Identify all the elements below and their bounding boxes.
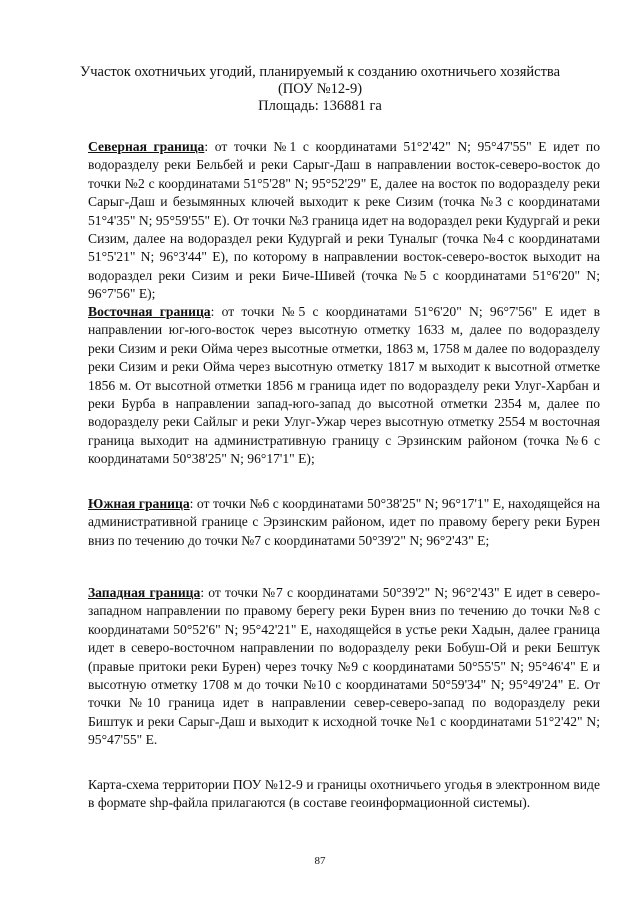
east-boundary-text: : от точки №5 с координатами 51°6'20" N; 96°7'56" E идет в направлении юг-юго-восток через высотную отметку 1633 м, далее по водоразделу реки Сизим и реки Ойма через высотные отметки, 1863 м, 1758 м далее по водоразделу реки Сизим и реки Ойма через высотную отметку 1817 м выходит к высотной отметке 1856 м. От высотной отметки 1856 м граница идет по водоразделу реки Улуг-Харбан и реки Бурба в направлении запад-юго-запад до высотной отметки 2354 м, далее по водоразделу реки Сайлыг и реки Улуг-Ужар через высотную отметку 2554 м восточная граница выходит на административную границу с Эрзинским районом (точка №6 с координатами 50°38'25" N; 96°17'1" E); bbox=[88, 304, 600, 467]
south-boundary-heading: Южная граница bbox=[88, 496, 190, 511]
document-title: Участок охотничьих угодий, планируемый к созданию охотничьего хозяйства bbox=[79, 64, 561, 80]
page-number: 87 bbox=[314, 855, 326, 867]
area-value: Площадь: 136881 га bbox=[258, 98, 382, 114]
east-boundary-heading: Восточная граница bbox=[88, 304, 211, 319]
north-boundary-paragraph bbox=[88, 138, 600, 304]
east-boundary-paragraph bbox=[88, 303, 600, 469]
west-boundary-text: : от точки №7 с координатами 50°39'2" N; 96°2'43" E идет в северо-западном направлении по правому берегу реки Бурен вниз по течению до точки №8 с координатами 50°52'6" N; 95°42'21" E, находящейся в устье реки Хадын, далее граница идет в северо-восточном направлении по водоразделу реки Бобуш-Ой и реки Бештук (правые притоки реки Бурен) через точку №9 с координатами 50°55'5" N; 95°46'4" E и высотную отметку 1708 м до точки №10 с координатами 50°59'34" N; 95°49'24" E. От точки №10 граница идет в направлении север-северо-запад по водоразделу реки Биштук и реки Сарыг-Даш и выходит к исходной точке №1 с координатами 51°2'42" N; 95°47'55" E. bbox=[88, 585, 600, 748]
west-boundary-heading: Западная граница bbox=[88, 585, 201, 600]
south-boundary-text: : от точки №6 с координатами 50°38'25" N; 96°17'1" E, находящейся на административной границе с Эрзинским районом, идет по правому берегу реки Бурен вниз по течению до точки №7 с координатами 50°39'2" N; 96°2'43" E; bbox=[88, 496, 600, 548]
west-boundary-paragraph bbox=[88, 584, 600, 750]
north-boundary-text: : от точки №1 с координатами 51°2'42" N; 95°47'55" E идет по водоразделу реки Бельбей и реки Сарыг-Даш в направлении восток-северо-восток до точки №2 с координатами 51°5'28" N; 95°52'29" E, далее на восток по водоразделу реки Сарыг-Даш и безымянных ключей выходит к реке Сизим (точка №3 с координатами 51°4'35" N; 95°59'55" E). От точки №3 граница идет на водораздел реки Кудургай и реки Сизим, далее на водораздел реки Кудургай и реки Туналыг (точка №4 с координатами 51°5'21" N; 96°3'44" E), по которому в направлении восток-северо-восток выходит на водораздел реки Сизим и реки Биче-Шивей (точка №5 с координатами 51°6'20" N; 96°7'56" E); bbox=[88, 139, 600, 302]
north-boundary-heading: Северная граница bbox=[88, 139, 205, 154]
document-header bbox=[60, 64, 580, 115]
document-subtitle: (ПОУ №12-9) bbox=[277, 81, 363, 97]
south-boundary-paragraph bbox=[88, 495, 600, 550]
map-note-paragraph: Карта-схема территории ПОУ №12-9 и границы охотничьего угодья в электронном виде в формате shp-файла прилагаются (в составе геоинформационной системы). bbox=[88, 777, 600, 811]
